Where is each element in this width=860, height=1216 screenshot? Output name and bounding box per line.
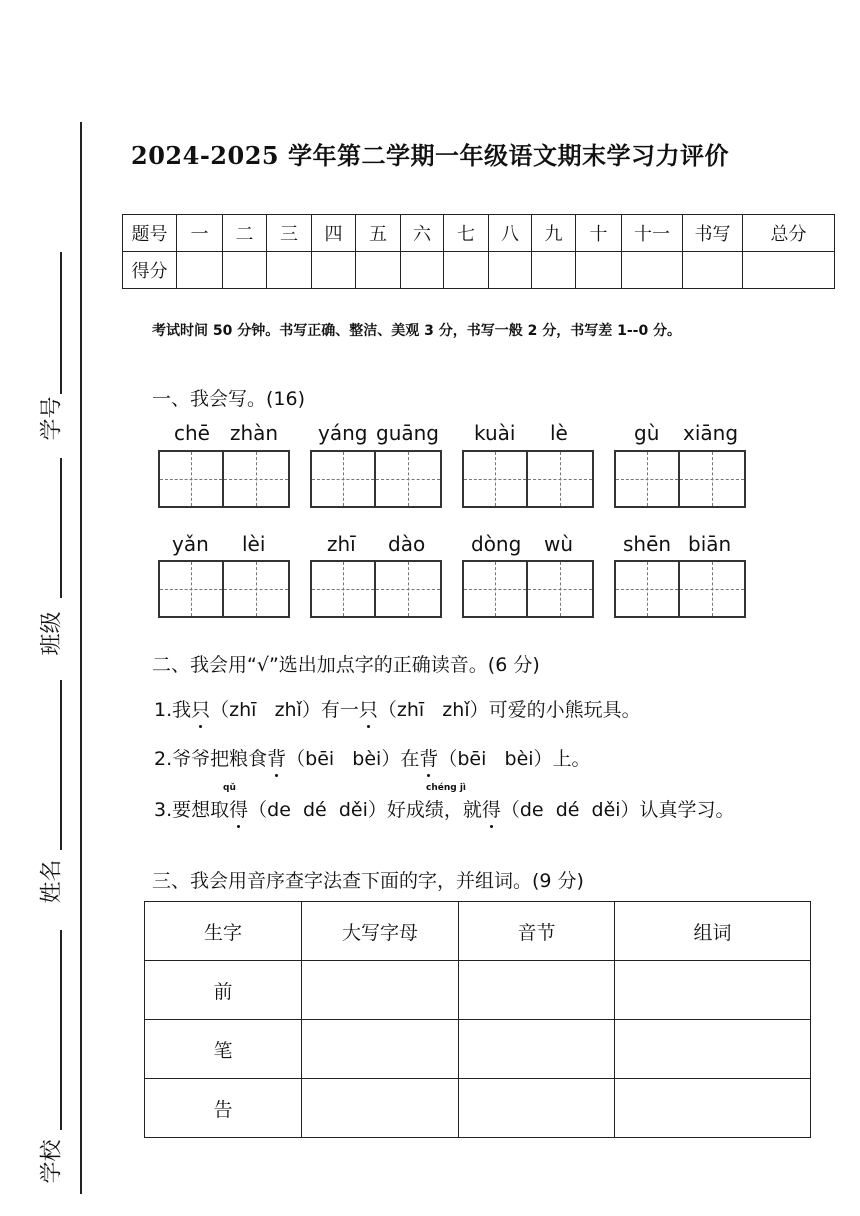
q-options[interactable]: （de dé děi）认真学习。: [500, 799, 735, 821]
pinyin: lè: [550, 421, 568, 445]
class-line: [60, 458, 62, 598]
q-options[interactable]: （de dé děi）好成绩，就: [248, 799, 482, 821]
answer-cell[interactable]: [459, 1079, 615, 1138]
score-table: [122, 214, 835, 289]
q-text: 1.我: [154, 699, 192, 721]
score-header-cell: 五: [356, 215, 401, 252]
lookup-char: 告: [145, 1079, 302, 1138]
q-text: 2.爷爷把粮食: [154, 748, 268, 770]
score-input-cell[interactable]: [622, 252, 683, 289]
pinyin: gù: [634, 421, 660, 445]
pinyin: dào: [388, 532, 426, 556]
answer-cell[interactable]: [615, 1020, 811, 1079]
lookup-char: 笔: [145, 1020, 302, 1079]
lookup-header: 大写字母: [302, 902, 459, 961]
score-input-cell[interactable]: [444, 252, 489, 289]
lookup-row: [145, 1079, 811, 1138]
score-header-row: [123, 215, 835, 252]
section2-heading: 二、我会用“√”选出加点字的正确读音。(6 分): [152, 654, 540, 676]
score-header-cell: 八: [489, 215, 532, 252]
lookup-row: [145, 1020, 811, 1079]
score-input-cell[interactable]: [743, 252, 835, 289]
score-input-cell[interactable]: [401, 252, 444, 289]
score-header-cell: 九: [532, 215, 576, 252]
pinyin: biān: [688, 532, 732, 556]
q-options[interactable]: （zhī zhǐ）可爱的小熊玩具。: [377, 699, 641, 721]
score-header-cell: 二: [223, 215, 267, 252]
school-label: 学校: [39, 1139, 65, 1184]
answer-cell[interactable]: [302, 1020, 459, 1079]
lookup-header-row: [145, 902, 811, 961]
score-header-cell: 六: [401, 215, 444, 252]
score-header-cell: 题号: [123, 215, 177, 252]
lookup-row: [145, 961, 811, 1020]
answer-cell[interactable]: [302, 1079, 459, 1138]
score-header-cell: 十: [576, 215, 622, 252]
score-header-cell: 一: [177, 215, 223, 252]
score-value-row: [123, 252, 835, 289]
section3-heading: 三、我会用音序查字法查下面的字，并组词。(9 分): [152, 870, 584, 892]
score-input-cell[interactable]: [489, 252, 532, 289]
exam-note: 考试时间 50 分钟。书写正确、整洁、美观 3 分，书写一般 2 分，书写差 1--0 分。: [152, 323, 682, 339]
pinyin: xiāng: [683, 421, 739, 445]
writing-grid[interactable]: [462, 450, 594, 508]
question-2: [154, 744, 591, 771]
student-id-line: [60, 252, 62, 394]
score-header-cell: 十一: [622, 215, 683, 252]
pinyin: lèi: [242, 532, 266, 556]
answer-cell[interactable]: [459, 961, 615, 1020]
dotted-char: 背: [419, 744, 438, 771]
score-header-cell: 三: [267, 215, 312, 252]
q-options[interactable]: （zhī zhǐ）有一: [210, 699, 359, 721]
question-3: [154, 795, 735, 822]
lookup-header: 组词: [615, 902, 811, 961]
pinyin: yáng: [318, 421, 368, 445]
writing-grid[interactable]: [614, 450, 746, 508]
score-input-cell[interactable]: [532, 252, 576, 289]
score-input-cell[interactable]: [312, 252, 356, 289]
school-line: [60, 930, 62, 1130]
question-1: [154, 695, 641, 722]
dotted-char: 背: [267, 744, 286, 771]
pinyin: wù: [544, 532, 574, 556]
lookup-header: 生字: [145, 902, 302, 961]
dotted-char: 只: [191, 695, 210, 722]
score-input-cell[interactable]: [683, 252, 743, 289]
pinyin: shēn: [623, 532, 672, 556]
writing-grid[interactable]: [310, 560, 442, 618]
pinyin: zhī: [327, 532, 356, 556]
dotted-char: 只: [359, 695, 378, 722]
student-id-label: 学号: [39, 396, 65, 441]
score-input-cell[interactable]: [177, 252, 223, 289]
q-options[interactable]: （bēi bèi）在: [286, 748, 420, 770]
name-line: [60, 680, 62, 850]
ruby-chengji: chéng jì: [426, 783, 466, 793]
answer-cell[interactable]: [615, 961, 811, 1020]
lookup-table: [144, 901, 811, 1138]
lookup-header: 音节: [459, 902, 615, 961]
pinyin: kuài: [474, 421, 516, 445]
pinyin: dòng: [471, 532, 522, 556]
name-label: 姓名: [39, 859, 65, 904]
pinyin: yǎn: [172, 532, 209, 556]
score-header-cell: 总分: [743, 215, 835, 252]
writing-grid[interactable]: [462, 560, 594, 618]
writing-grid[interactable]: [310, 450, 442, 508]
pinyin: chē: [174, 421, 210, 445]
pinyin: zhàn: [230, 421, 279, 445]
answer-cell[interactable]: [615, 1079, 811, 1138]
pinyin: guāng: [376, 421, 439, 445]
score-row-label: 得分: [123, 252, 177, 289]
q-text: 3.要想取: [154, 799, 230, 821]
q-options[interactable]: （bēi bèi）上。: [438, 748, 591, 770]
score-header-cell: 书写: [683, 215, 743, 252]
section1-heading: 一、我会写。(16): [152, 388, 306, 410]
binding-line: [80, 122, 82, 1194]
score-input-cell[interactable]: [267, 252, 312, 289]
class-label: 班级: [39, 611, 65, 656]
score-header-cell: 四: [312, 215, 356, 252]
dotted-char: 得: [482, 795, 501, 822]
writing-grid[interactable]: [614, 560, 746, 618]
lookup-char: 前: [145, 961, 302, 1020]
score-input-cell[interactable]: [223, 252, 267, 289]
score-header-cell: 七: [444, 215, 489, 252]
score-input-cell[interactable]: [576, 252, 622, 289]
writing-grid[interactable]: [158, 560, 290, 618]
answer-cell[interactable]: [459, 1020, 615, 1079]
dotted-char: 得: [229, 795, 248, 822]
answer-cell[interactable]: [302, 961, 459, 1020]
page-title: 2024-2025 学年第二学期一年级语文期末学习力评价: [131, 141, 729, 170]
writing-grid[interactable]: [158, 450, 290, 508]
ruby-qu: qǔ: [223, 783, 236, 793]
score-input-cell[interactable]: [356, 252, 401, 289]
